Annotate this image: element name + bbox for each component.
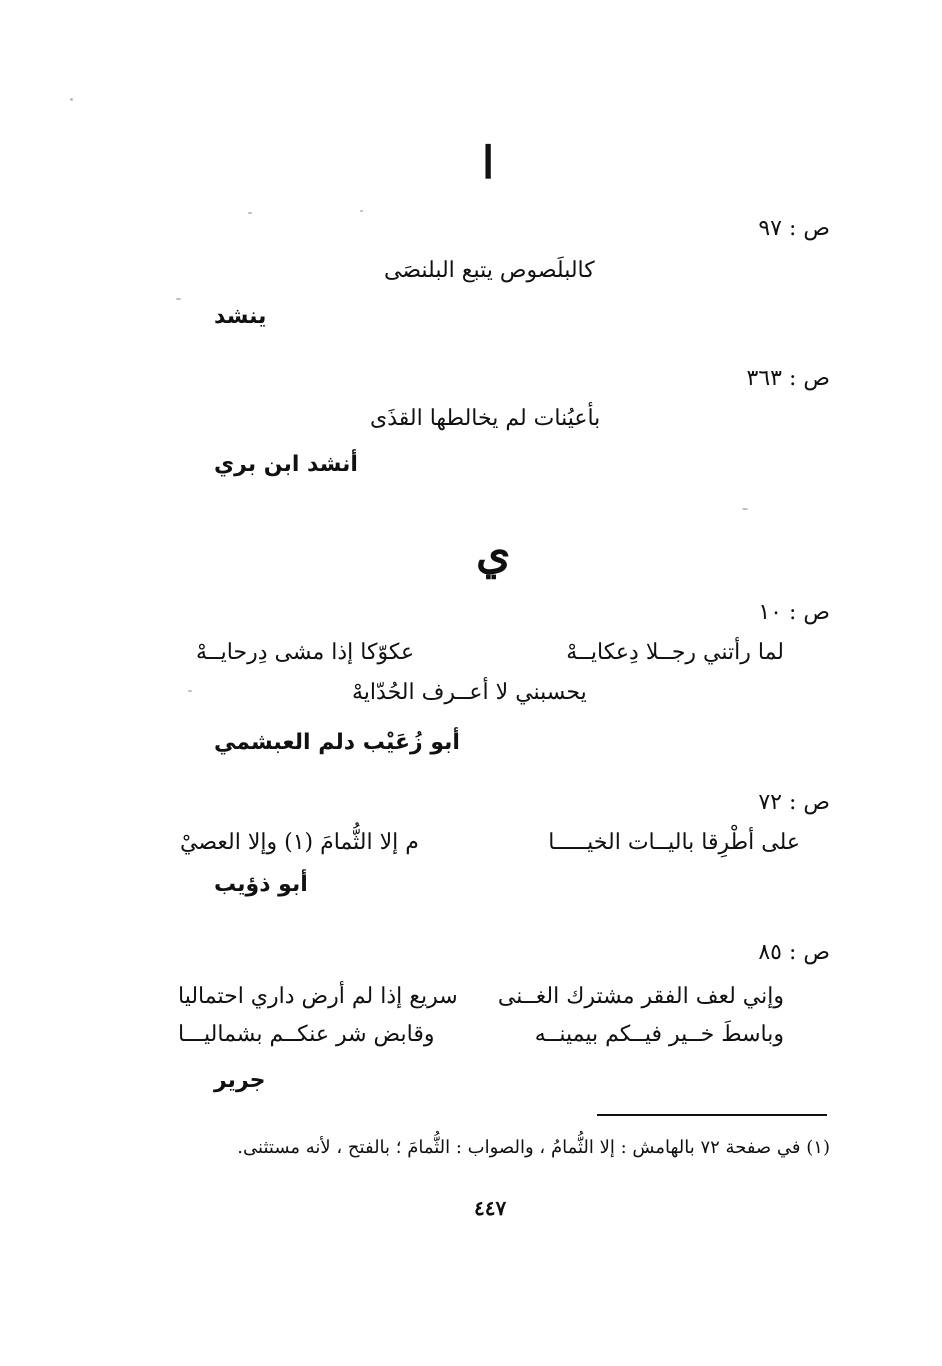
section-letter-ya: ي [476, 528, 511, 579]
section-letter-alif: ا [482, 138, 495, 189]
page-number: ٤٤٧ [474, 1196, 507, 1220]
verse-hemistich-first: وإني لعف الفقر مشترك الغــنى [497, 984, 784, 1009]
verse-line: بأعيُنات لم يخالطها القذَى [370, 406, 601, 431]
page-reference: ص : ٩٧ [758, 216, 830, 241]
verse-hemistich-second: م إلا الثُّمامَ (١) وإلا العصيْ [180, 830, 419, 855]
poet-attribution: أنشد ابن بري [214, 452, 358, 477]
poet-attribution: أبو زُعَيْب دلم العبشمي [214, 730, 460, 755]
verse-hemistich-first: يحسبني لا أعــرف الحُدّايهْ [352, 680, 587, 705]
verse-hemistich-second: وقابض شر عنكــم بشماليـــا [178, 1022, 435, 1047]
verse-hemistich-second: سريع إذا لم أرض داري احتماليا [178, 984, 458, 1009]
poet-attribution: أبو ذؤيب [214, 872, 308, 897]
page-reference: ص : ٣٦٣ [746, 366, 830, 391]
poet-attribution: ينشد [214, 304, 267, 329]
page-reference: ص : ٧٢ [758, 790, 830, 815]
footnote: (١) في صفحة ٧٢ بالهامش : إلا الثُّمامُ ، والصواب : الثُّمامَ ؛ بالفتح ، لأنه مستثنى. [237, 1137, 830, 1158]
verse-hemistich-first: وباسطَ خــير فيــكم بيمينــه [534, 1022, 784, 1047]
page-reference: ص : ٨٥ [758, 940, 830, 965]
verse-hemistich-first: على أطْرِقا باليــات الخيـــــا [548, 830, 800, 855]
verse-hemistich-first: لما رأتني رجــلا دِعكايــهْ [566, 640, 784, 665]
page-reference: ص : ١٠ [758, 600, 830, 625]
poet-attribution: جرير [214, 1068, 266, 1093]
verse-hemistich-second: عكوّكا إذا مشى دِرحايــهْ [196, 640, 415, 665]
footnote-separator [597, 1114, 827, 1116]
verse-line: كالبلَصوص يتبع البلنصَى [384, 258, 595, 283]
